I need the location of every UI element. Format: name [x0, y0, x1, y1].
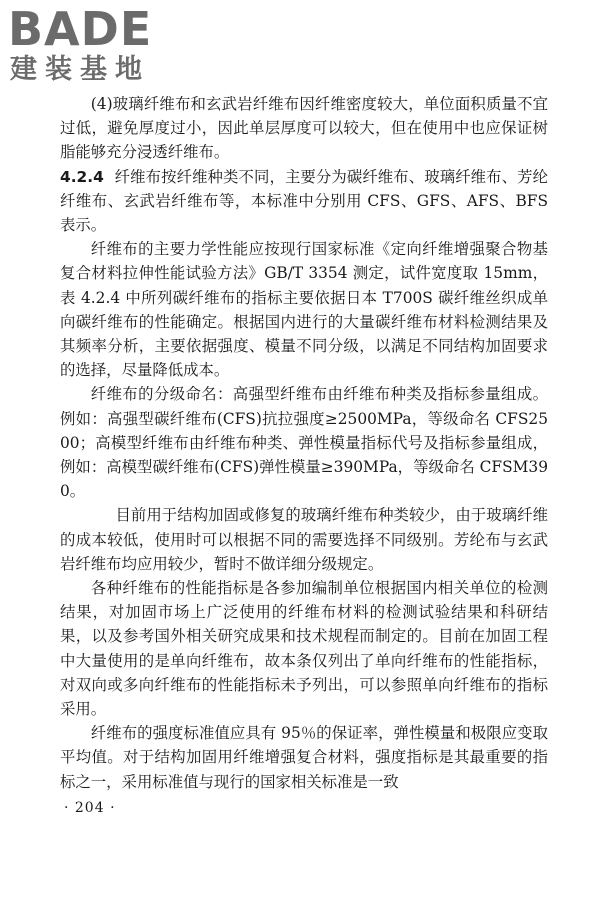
paragraph-text: 纤维布的主要力学性能应按现行国家标准《定向纤维增强聚合物基复合材料拉伸性能试验方法》GB/T 3354 测定，试件宽度取 15mm，表 4.2.4 中所列碳纤维布的指标主要依据日本 T700S 碳纤维丝织成单向碳纤维布的性能确定。根据国内进行的大量碳纤维布材料检测结果及其频率分析，主要依据强度、模量不同分级，以满足不同结构加固要求的选择，尽量降低成本。: [60, 240, 548, 380]
paragraph-standard-value: [60, 721, 548, 794]
section-number: 4.2.4: [60, 167, 104, 186]
paragraph-text: 各种纤维布的性能指标是各参加编制单位根据国内相关单位的检测结果，对加固市场上广泛使用的纤维布材料的检测试验结果和科研结果，以及参考国外相关研究成果和技术规程而制定的。目前在加固工程中大量使用的是单向纤维布，故本条仅列出了单向纤维布的性能指标，对双向或多向纤维布的性能指标未予列出，可以参照单向纤维布的指标采用。: [60, 579, 548, 719]
document-body: [60, 92, 548, 794]
paragraph-text: 纤维布的分级命名：高强型纤维布由纤维布种类及指标参量组成。例如：高强型碳纤维布(CFS)抗拉强度≥2500MPa，等级命名 CFS2500；高模型纤维布由纤维布种类、弹性模量指标代号及指标参量组成，例如：高模型碳纤维布(CFS)弹性模量≥390MPa，等级命名 CFSM390。: [60, 385, 548, 501]
logo-chinese-name: 建装基地: [10, 54, 150, 85]
paragraph-performance-indices: [60, 576, 548, 721]
section-4-2-4: [60, 165, 548, 238]
paragraph-grade-naming: [60, 382, 548, 503]
paragraph-text: 纤维布按纤维种类不同，主要分为碳纤维布、玻璃纤维布、芳纶纤维布、玄武岩纤维布等，本标准中分别用 CFS、GFS、AFS、BFS 表示。: [60, 167, 548, 235]
paragraph-mechanical-properties: [60, 237, 548, 382]
paragraph-text: 纤维布的强度标准值应具有 95％的保证率，弹性模量和极限应变取平均值。对于结构加固用纤维增强复合材料，强度指标是其最重要的指标之一，采用标准值与现行的国家相关标准是一致: [60, 724, 548, 791]
paragraph-glass-fiber: [60, 503, 548, 576]
page-number: · 204 ·: [64, 800, 116, 816]
paragraph-fiber-density: [60, 92, 548, 165]
logo: [8, 4, 188, 88]
paragraph-text: 目前用于结构加固或修复的玻璃纤维布种类较少，由于玻璃纤维的成本较低，使用时可以根据不同的需要选择不同级别。芳纶布与玄武岩纤维布均应用较少，暂时不做详细分级规定。: [60, 506, 548, 573]
paragraph-text: (4)玻璃纤维布和玄武岩纤维布因纤维密度较大，单位面积质量不宜过低，避免厚度过小，因此单层厚度可以较大，但在使用中也应保证树脂能够充分浸透纤维布。: [60, 95, 548, 162]
logo-wordmark: BADE: [8, 2, 153, 56]
